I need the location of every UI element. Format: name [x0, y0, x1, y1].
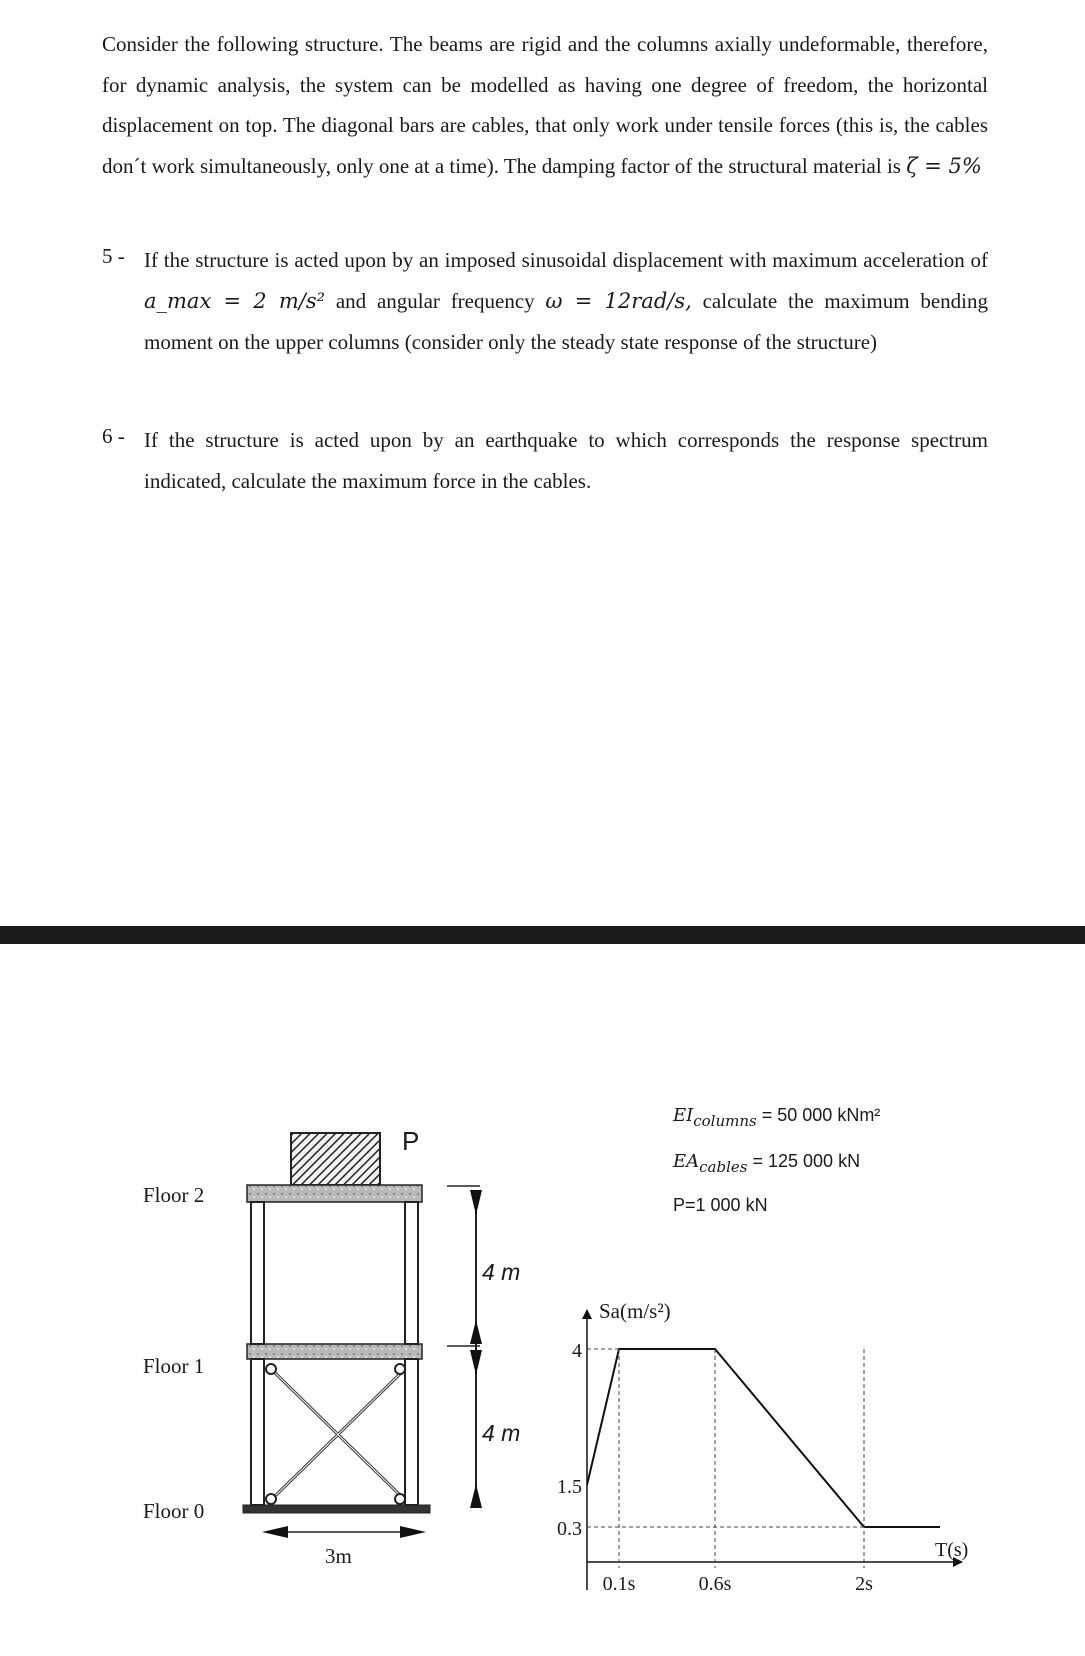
frame-structure [243, 1126, 430, 1513]
ea-cables: $EA_{cables} = 125$ 000 kN [673, 1151, 861, 1176]
x-tick-label: 0.1s [602, 1573, 636, 1595]
lower-right-column [405, 1359, 418, 1505]
p-load-value: P=1 000 kN [673, 1195, 768, 1215]
base-slab [243, 1505, 430, 1513]
spectrum-curve [587, 1349, 940, 1527]
roof-beam [247, 1185, 422, 1202]
height-lower-label: 4 m [482, 1420, 521, 1446]
omega-value: ω = 12rad/s, [545, 289, 692, 313]
amax-value: a_max = 2 m/s² [144, 289, 326, 313]
upper-right-column [405, 1202, 418, 1344]
x-tick-label: 0.6s [698, 1573, 732, 1595]
floor-1-label: Floor 1 [143, 1354, 205, 1378]
question-5-text: If the structure is acted upon by an imposed sinusoidal displacement with maximum acceleration of a_max = 2 m/s² and angular frequency ω = 12rad/s, calculate the maximum bending moment on the upper columns (consider only the steady state response of the structure) [144, 248, 989, 354]
pin-bottom-right [395, 1494, 405, 1504]
response-spectrum-chart [557, 1299, 968, 1595]
lower-left-column [251, 1359, 264, 1505]
ei-columns: $EI_{columns} = 50$ 000 kNm² [673, 1105, 881, 1130]
upper-left-column [251, 1202, 264, 1344]
y-tick-label: 0.3 [557, 1518, 582, 1540]
intro-text: Consider the following structure. The beams are rigid and the columns axially undeformable, therefore, for dynamic analysis, the system can be modelled as having one degree of freedom, the horizontal displacement on top. The diagonal bars are cables, that only work under tensile forces (this is, the cables don´t work simultaneously, only one at a time). The damping factor of the structural material is [102, 32, 988, 178]
load-block [291, 1133, 380, 1185]
damping-value: ζ = 5% [906, 153, 982, 178]
x-tick-label: 2s [855, 1573, 873, 1595]
x-axis-label: T(s) [935, 1539, 969, 1561]
height-upper-label: 4 m [482, 1259, 521, 1285]
load-label: P [402, 1126, 420, 1156]
pin-top-left [266, 1364, 276, 1374]
width-label: 3m [325, 1544, 352, 1568]
y-tick-label: 1.5 [557, 1476, 582, 1498]
question-6-text: If the structure is acted upon by an earthquake to which corresponds the response spectrum indicated, calculate the maximum force in the cables. [144, 428, 988, 493]
floor-2-label: Floor 2 [143, 1183, 205, 1207]
y-tick-label: 4 [572, 1340, 582, 1362]
question-6-number: 6 - [102, 424, 125, 448]
pin-top-right [395, 1364, 405, 1374]
pin-bottom-left [266, 1494, 276, 1504]
floor-1-beam [247, 1344, 422, 1359]
floor-0-label: Floor 0 [143, 1499, 205, 1523]
y-axis-label: Sa(m/s²) [599, 1299, 671, 1323]
question-5-number: 5 - [102, 244, 125, 268]
